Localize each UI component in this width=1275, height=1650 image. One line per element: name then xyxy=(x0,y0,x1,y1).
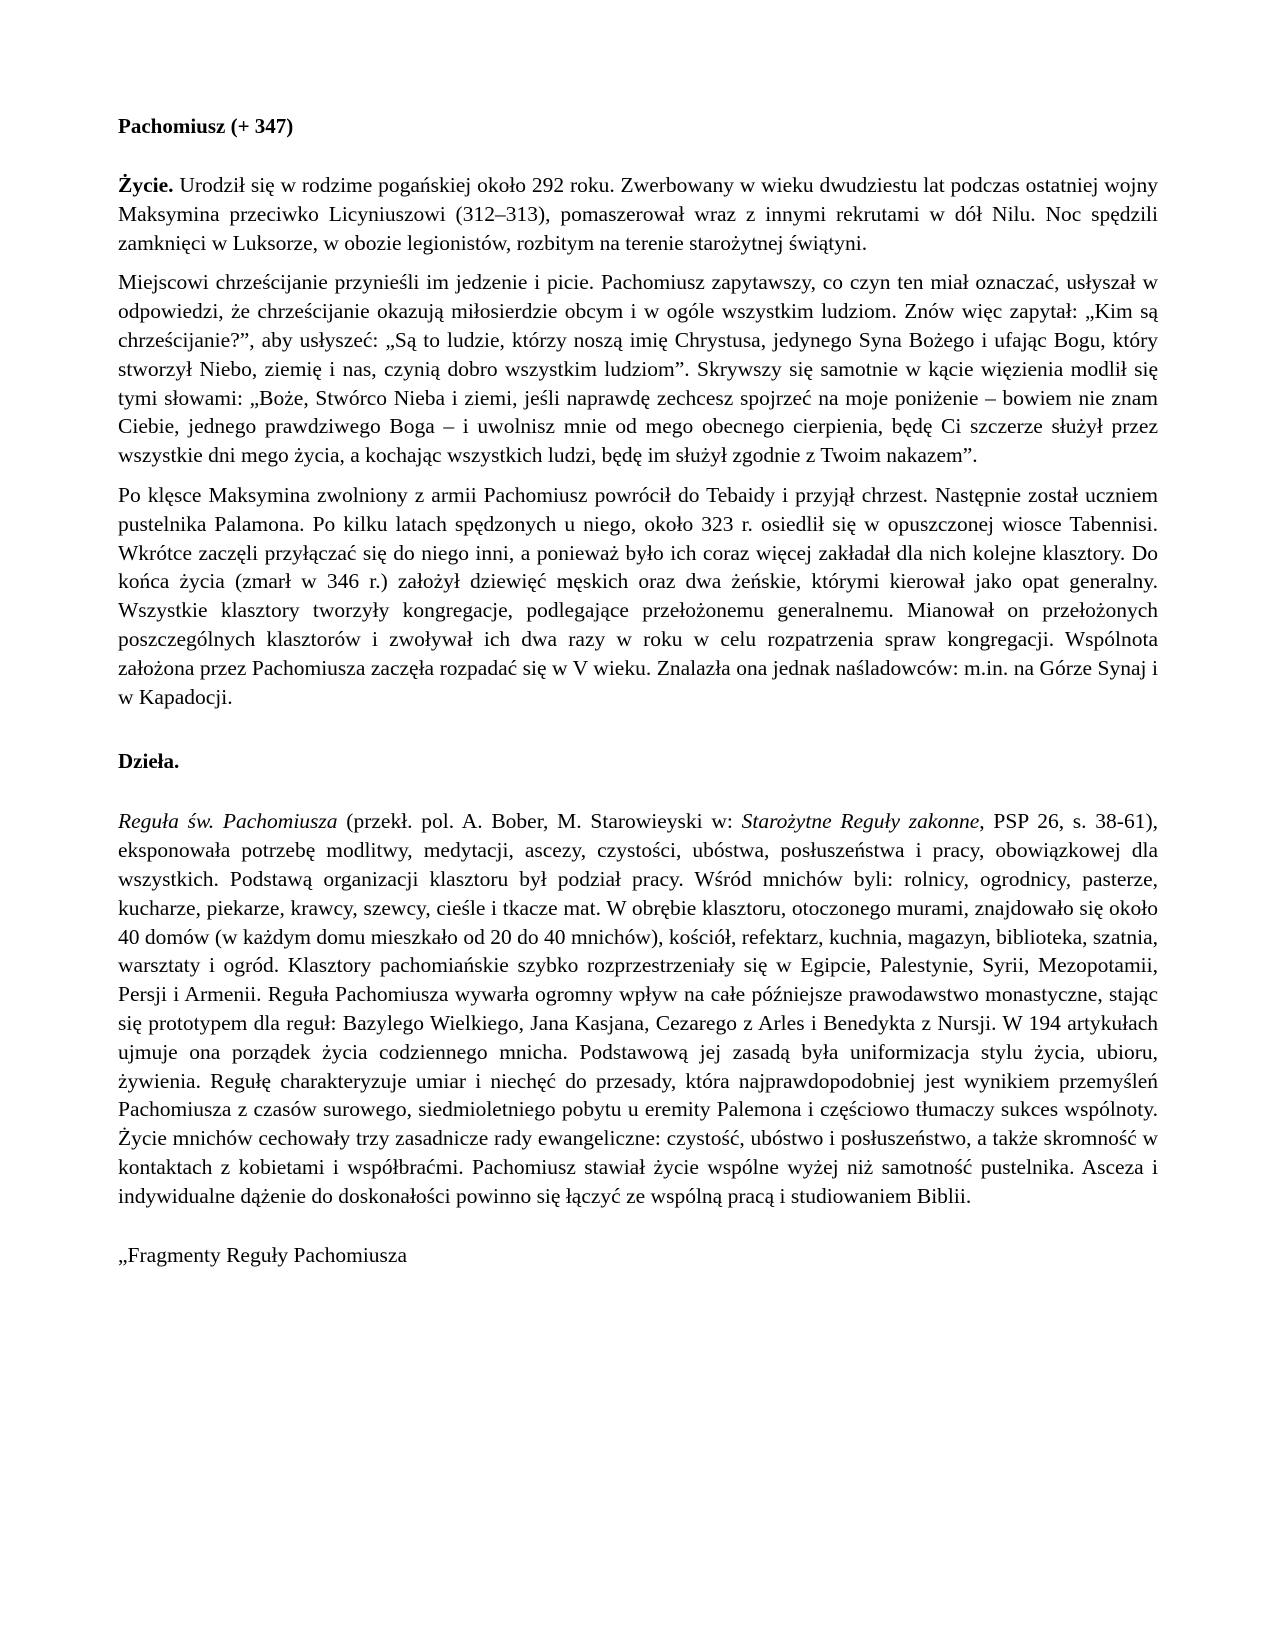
works-text-b: , PSP 26, s. 38-61), eksponowała potrzebę modlitwy, medytacji, ascezy, czystości, ubóstwa, posłuszeństwa i pracy, obowiązkowej dla wszystkich. Podstawą organizacji klasztoru był podział pracy. Wśród mnichów byli: rolnicy, ogrodnicy, pasterze, kucharze, piekarze, krawcy, szewcy, cieśle i tkacze mat. W obrębie klasztoru, otoczonego murami, znajdowało się około 40 domów (w każdym domu mieszkało od 20 do 40 mnichów), kościół, refektarz, kuchnia, magazyn, biblioteka, szatnia, warsztaty i ogród. Klasztory pachomiańskie szybko rozprzestrzeniały się w Egipcie, Palestynie, Syrii, Mezopotamii, Persji i Armenii. Reguła Pachomiusza wywarła ogromny wpływ na całe późniejsze prawodawstwo monastyczne, stając się prototypem dla reguł: Bazylego Wielkiego, Jana Kasjana, Cezarego z Arles i Benedykta z Nursji. W 194 artykułach ujmuje ona porządek życia codziennego mnicha. Podstawową jej zasadą była uniformizacja stylu życia, ubioru, żywienia. Regułę charakteryzuje umiar i niechęć do przesady, która najprawdopodobniej jest wynikiem przemyśleń Pachomiusza z czasów surowego, siedmioletniego pobytu u eremity Palemona i częściowo tłumaczy sukces wspólnoty. Życie mnichów cechowały trzy zasadnicze rady ewangeliczne: czystość, ubóstwo i posłuszeństwo, a także skromność w kontaktach z kobietami i współbraćmi. Pachomiusz stawiał życie wspólne wyżej niż samotność pustelnika. Asceza i indywidualne dążenie do doskonałości powinno się łączyć ze wspólną pracą i studiowaniem Biblii. xyxy=(118,809,1158,1208)
works-text-a: (przekł. pol. A. Bober, M. Starowieyski w: xyxy=(337,809,742,834)
life-heading: Życie. xyxy=(118,173,174,197)
works-heading: Dzieła. xyxy=(118,749,180,774)
rule-title: Reguła św. Pachomiusza xyxy=(118,809,338,834)
life-paragraph-1 xyxy=(118,171,1158,257)
life-paragraph-3: Po klęsce Maksymina zwolniony z armii Pachomiusz powrócił do Tebaidy i przyjął chrzest. Następnie został uczniem pustelnika Palamona. Po kilku latach spędzonych u niego, około 323 r. osiedlił się w opuszczonej wiosce Tabennisi. Wkrótce zaczęli przyłączać się do niego inni, a ponieważ było ich coraz więcej zakładał dla nich kolejne klasztory. Do końca życia (zmarł w 346 r.) założył dziewięć męskich oraz dwa żeńskie, którymi kierował jako opat generalny. Wszystkie klasztory tworzyły kongregacje, podlegające przełożonemu generalnemu. Mianował on przełożonych poszczególnych klasztorów i zwoływał ich dwa razy w roku w celu rozpatrzenia spraw kongregacji. Wspólnota założona przez Pachomiusza zaczęła rozpadać się w V wieku. Znalazła ona jednak naśladowców: m.in. na Górze Synaj i w Kapadocji. xyxy=(118,482,1158,709)
document-title: Pachomiusz (+ 347) xyxy=(118,114,294,138)
works-paragraph xyxy=(118,807,1158,1210)
life-paragraph-1-text: Urodził się w rodzime pogańskiej około 292 roku. Zwerbowany w wieku dwudziestu lat podczas ostatniej wojny Maksymina przeciwko Licyniuszowi (312–313), pomaszerował wraz z innymi rekrutami w dół Nilu. Noc spędzili zamknięci w Luksorze, w obozie legionistów, rozbitym na terenie starożytnej świątyni. xyxy=(118,173,1158,255)
document-page xyxy=(118,112,1158,1291)
life-paragraph-2: Miejscowi chrześcijanie przynieśli im jedzenie i picie. Pachomiusz zapytawszy, co czyn ten miał oznaczać, usłyszał w odpowiedzi, że chrześcijanie okazują miłosierdzie obcym i w ogóle wszystkim ludziom. Znów więc zapytał: „Kim są chrześcijanie?”, aby usłyszeć: „Są to ludzie, którzy noszą imię Chrystusa, jedynego Syna Bożego i ufając Bogu, który stworzył Niebo, ziemię i nas, czynią dobro wszystkim ludziom”. Skrywszy się samotnie w kącie więzienia modlił się tymi słowami: „Boże, Stwórco Nieba i ziemi, jeśli naprawdę zechcesz spojrzeć na moje poniżenie – bowiem nie znam Ciebie, jednego prawdziwego Boga – i uwolnisz mnie od mego obecnego cierpienia, będę Ci szczerze służył przez wszystkie dni mego życia, a kochając wszystkich ludzi, będę im służył zgodnie z Twoim nakazem”. xyxy=(118,270,1158,468)
fragments-line: „Fragmenty Reguły Pachomiusza xyxy=(118,1242,407,1267)
source-title: Starożytne Reguły zakonne xyxy=(741,809,980,834)
